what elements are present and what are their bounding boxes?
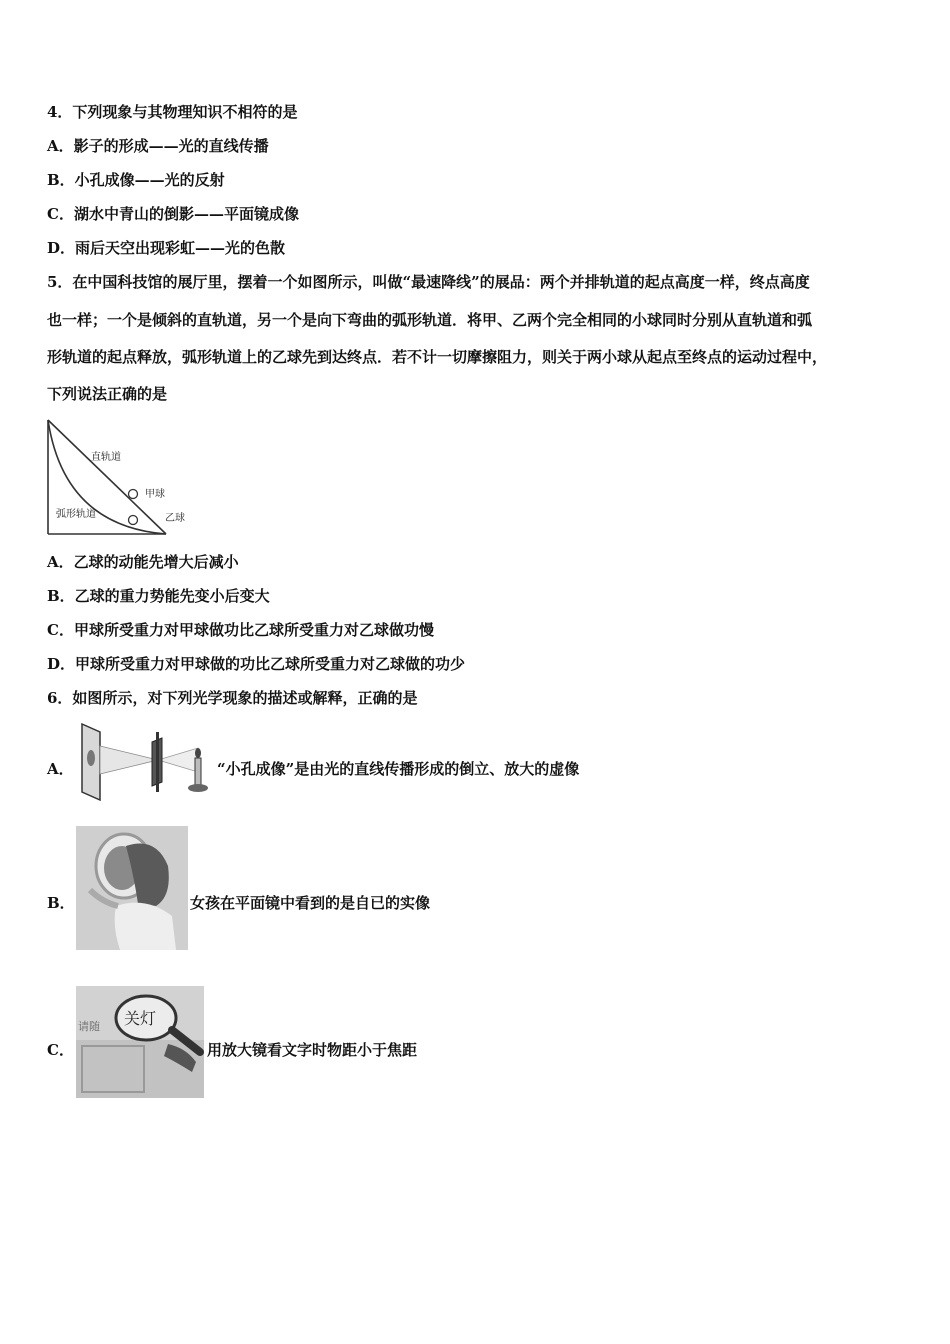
- pinhole-camera-figure: [76, 718, 214, 804]
- q5-option-b: B．乙球的重力势能先变小后变大: [47, 587, 270, 605]
- q6-option-a-text: “小孔成像”是由光的直线传播形成的倒立、放大的虚像: [217, 760, 580, 778]
- q5-stem-line-3: 形轨道的起点释放，弧形轨道上的乙球先到达终点．若不计一切摩擦阻力，则关于两小球从起点至终点的运动过程中，: [47, 348, 828, 366]
- q6-option-b-text: 女孩在平面镜中看到的是自已的实像: [190, 894, 431, 912]
- q5-stem-line-4: 下列说法正确的是: [47, 385, 168, 403]
- curved-track-label: 弧形轨道: [56, 509, 96, 520]
- light-cone-front: [158, 748, 198, 772]
- q5-option-a: A．乙球的动能先增大后减小: [47, 553, 239, 571]
- q4-option-d: D．雨后天空出现彩虹——光的色散: [47, 239, 286, 257]
- q5-option-d: D．甲球所受重力对甲球做的功比乙球所受重力对乙球做的功少: [47, 655, 466, 673]
- candle-base: [188, 784, 208, 792]
- ball-b: [129, 516, 138, 525]
- q6-option-b-letter: B．: [47, 894, 75, 912]
- candle-flame: [195, 748, 201, 758]
- brachistochrone-figure: [44, 416, 204, 540]
- sign-prefix: 请随: [78, 1020, 100, 1033]
- barrier-post: [156, 732, 159, 792]
- ball-a: [129, 490, 138, 499]
- candle: [195, 758, 201, 786]
- q4-stem: 4．下列现象与其物理知识不相符的是: [47, 103, 298, 121]
- ball-a-label: 甲球: [145, 489, 165, 500]
- girl-mirror-photo: [76, 826, 188, 950]
- magnified-sign-text: 关灯: [124, 1009, 157, 1028]
- wall-panel: [76, 1040, 204, 1098]
- ball-b-label: 乙球: [165, 513, 185, 524]
- q4-option-b: B．小孔成像——光的反射: [47, 171, 225, 189]
- q4-option-c: C．湖水中青山的倒影——平面镜成像: [47, 205, 299, 223]
- magnifier-photo: [76, 986, 204, 1098]
- q6-option-a-letter: A．: [47, 760, 74, 778]
- q6-option-c-letter: C．: [47, 1041, 74, 1059]
- q5-option-c: C．甲球所受重力对甲球做功比乙球所受重力对乙球做功慢: [47, 621, 434, 639]
- q6-stem: 6．如图所示，对下列光学现象的描述或解释，正确的是: [47, 689, 418, 707]
- q6-option-c-text: 用放大镜看文字时物距小于焦距: [207, 1041, 418, 1059]
- q5-stem-line-1: 5．在中国科技馆的展厅里，摆着一个如图所示，叫做“最速降线”的展品：两个并排轨道的起点高度一样，终点高度: [47, 273, 810, 291]
- q5-stem-line-2: 也一样；一个是倾斜的直轨道，另一个是向下弯曲的弧形轨道．将甲、乙两个完全相同的小球同时分别从直轨道和弧: [47, 311, 813, 329]
- light-cone: [100, 746, 158, 774]
- straight-track-label: 直轨道: [91, 452, 121, 463]
- inverted-image: [87, 750, 95, 766]
- q4-option-a: A．影子的形成——光的直线传播: [47, 137, 269, 155]
